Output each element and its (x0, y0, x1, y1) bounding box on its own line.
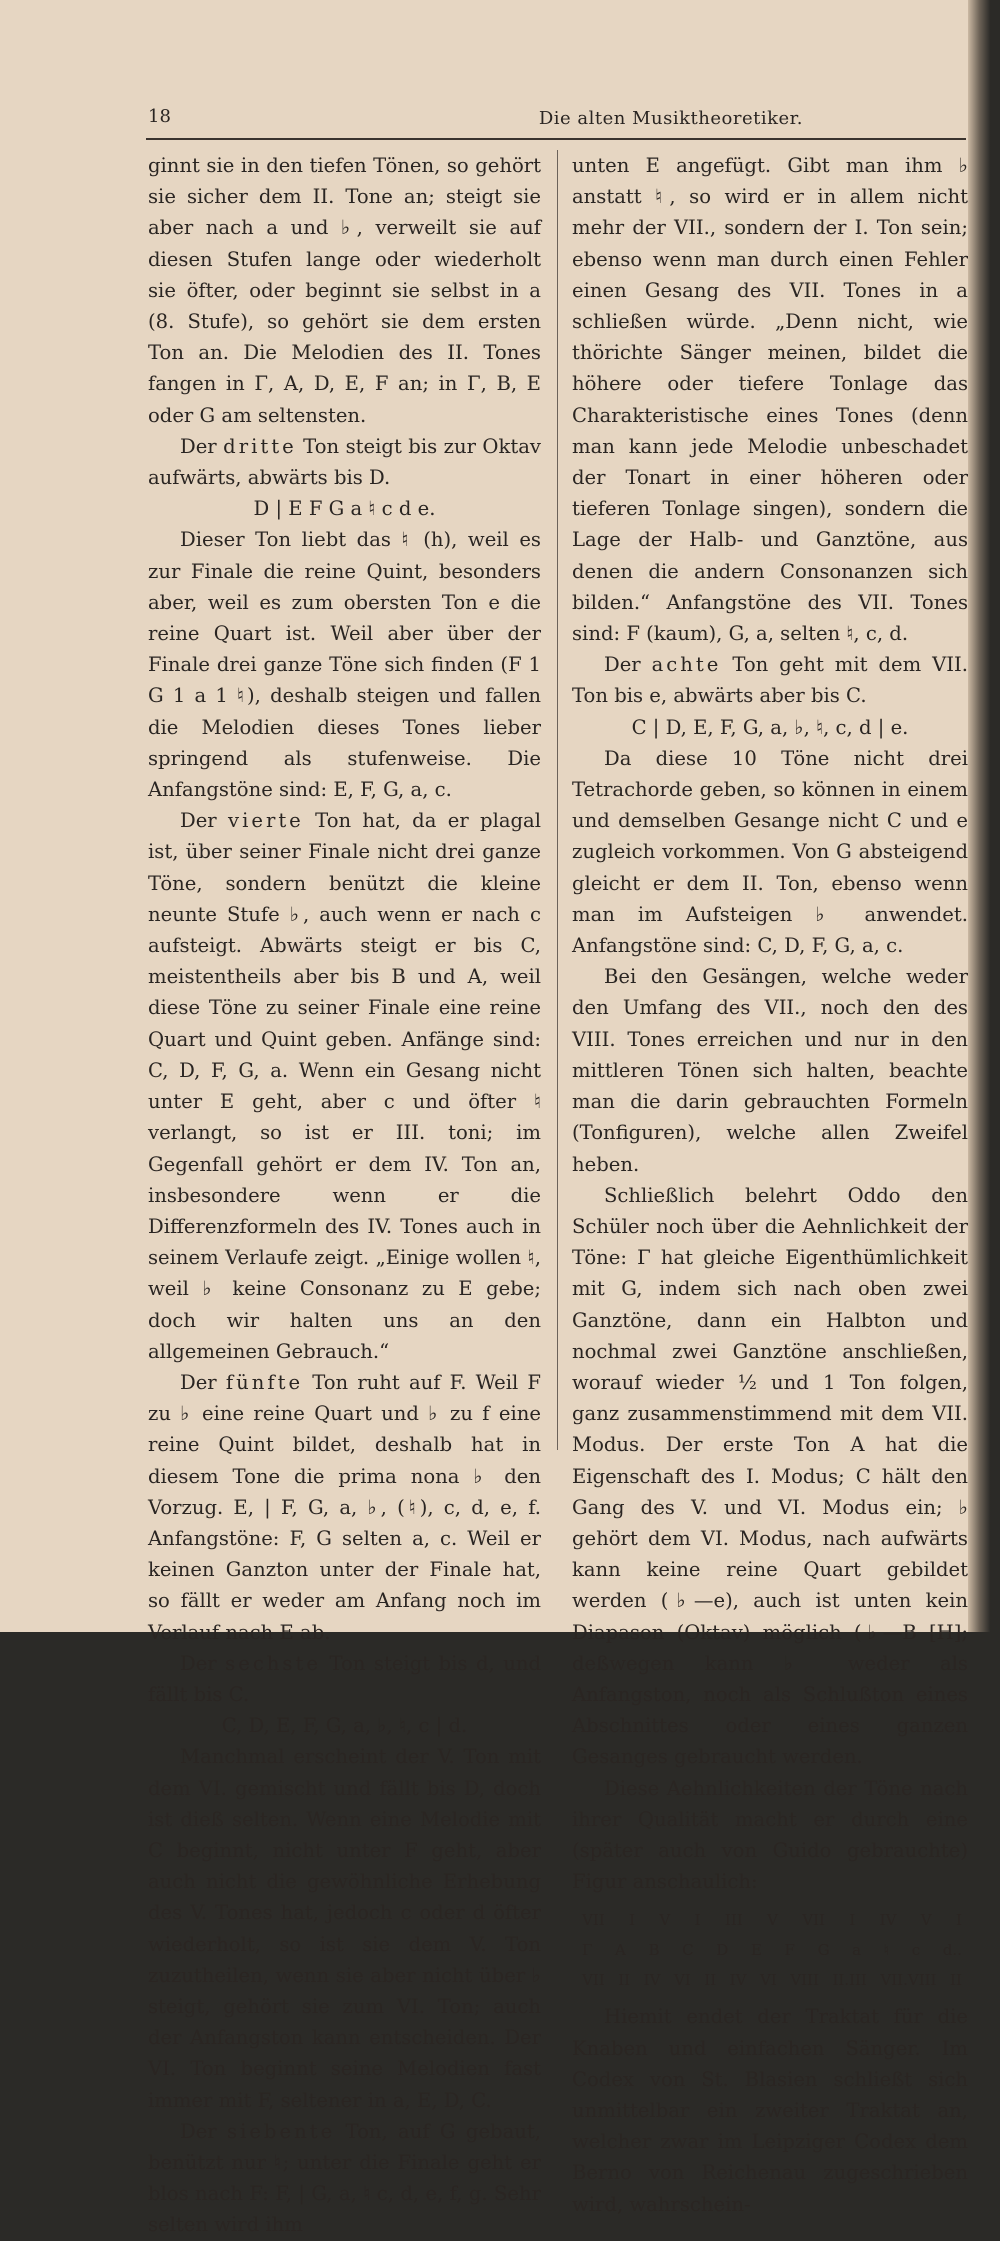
paragraph-seventh-tone: Der siebente Ton, auf G gebaut, benützt nur ♮; unter die Finale geht er blos nach F: F, | G, a, ♮ c, d, e, f, g. Sehr selten wird ihm (148, 2119, 541, 2237)
left-column (148, 150, 541, 2241)
header-rule (146, 138, 966, 140)
paragraph: Da diese 10 Töne nicht drei Tetrachorde geben, so können in einem und demselben Gesange nicht C und e zugleich vorkommen. Von G absteigend gleicht er dem II. Ton, ebenso wenn man im Aufsteigen ♭ anwendet. Anfangstöne sind: C, D, F, G, a, c. (572, 746, 968, 958)
page-number: 18 (148, 106, 171, 127)
paragraph: Diese Aehnlichkeiten der Töne nach ihrer Qualität macht er durch eine (später auch von Guido gebrauchte) Figur anschaulich: (572, 1776, 968, 1894)
figure-row-modes-lower: VII II IV VI II IV VI VIII II.III VII.VIII II (582, 1971, 962, 1990)
figure-row-notes: Γ A B C D E F G a ♮ c d.. (582, 1941, 962, 1960)
column-divider (557, 150, 558, 1450)
page-header (148, 106, 953, 136)
paragraph: ginnt sie in den tiefen Tönen, so gehört sie sicher dem II. Tone an; steigt sie aber nach a und ♭, verweilt sie auf diesen Stufen lange oder wiederholt sie öfter, oder beginnt sie selbst in a (8. Stufe), so gehört sie dem ersten Ton an. Die Melodien des II. Tones fangen in Γ, A, D, E, F an; in Γ, B, E oder G am seltensten. (148, 154, 541, 427)
paragraph-eighth-tone: Der achte Ton geht mit dem VII. Ton bis e, abwärts aber bis C. (572, 653, 968, 708)
paragraph: Hiemit endet der Traktat für die Knaben und einfachen Sänger. Im Codex von St. Blasien schließt sich unmittelbar ein zweiter Traktat an, welcher zwar im Leipziger Codex dem Berno von Reichenau zugeschrieben wird, wahrschein- (572, 2005, 968, 2216)
tone-similarity-figure (572, 1905, 968, 1995)
paragraph-sixth-tone: Der sechste Ton steigt bis d, und fällt bis C. (148, 1651, 541, 1706)
right-column (572, 150, 968, 2220)
emphasis: vierte (228, 809, 304, 833)
scale-line: C, D, E, F, G, a, ♭, ♮, c | d. (221, 1714, 468, 1738)
emphasis: siebente (227, 2119, 336, 2143)
emphasis: achte (651, 653, 722, 677)
paragraph-third-tone: Der dritte Ton steigt bis zur Oktav aufwärts, abwärts bis D. (148, 434, 541, 490)
book-binding-edge (968, 0, 1000, 1632)
scale-line: C | D, E, F, G, a, ♭, ♮, c, d | e. (631, 715, 909, 739)
emphasis: dritte (223, 434, 297, 458)
emphasis: fünfte (225, 1370, 304, 1394)
figure-row-modes-upper: VII I V I III V VII I IV V I (582, 1911, 962, 1930)
paragraph: unten E angefügt. Gibt man ihm ♭ anstatt ♮, so wird er in allem nicht mehr der VII., sondern der I. Ton sein; ebenso wenn man durch einen Fehler einen Gesang des VII. Tones in a schließen würde. „Denn nicht, wie thörichte Sänger meinen, bildet die höhere oder tiefere Tonlage das Charakteristische eines Tones (denn man kann jede Melodie unbeschadet der Tonart in einer höheren oder tieferen Tonlage singen), sondern die Lage der Halb- und Ganztöne, aus denen die andern Consonanzen sich bilden.“ Anfangstöne des VII. Tones sind: F (kaum), G, a, selten ♮, c, d. (572, 154, 968, 646)
running-title: Die alten Musiktheoretiker. (538, 108, 803, 129)
emphasis: sechste (225, 1651, 321, 1675)
paragraph-fifth-tone: Der fünfte Ton ruht auf F. Weil F zu ♭ eine reine Quart und ♭ zu f eine reine Quint bildet, deshalb hat in diesem Tone die prima nona ♭ den Vorzug. E, | F, G, a, ♭, (♮), c, d, e, f. Anfangstöne: F, G selten a, c. Weil er keinen Ganzton unter der Finale hat, so fällt er weder am Anfang noch im Verlauf nach E ab. (148, 1370, 541, 1644)
paragraph: Dieser Ton liebt das ♮ (h), weil es zur Finale die reine Quint, besonders aber, weil es zum obersten Ton e die reine Quart ist. Weil aber über der Finale drei ganze Töne sich finden (F 1 G 1 a 1 ♮), deshalb steigen und fallen die Melodien dieses Tones lieber springend als stufenweise. Die Anfangstöne sind: E, F, G, a, c. (148, 528, 541, 802)
scale-line: D | E F G a ♮ c d e. (253, 497, 436, 521)
paragraph: Schließlich belehrt Oddo den Schüler noch über die Aehnlichkeit der Töne: Γ hat gleiche Eigenthümlichkeit mit G, indem sich nach oben zwei Ganztöne, dann ein Halbton und nochmal zwei Ganztöne anschließen, worauf wieder ½ und 1 Ton folgen, ganz zusammenstimmend mit dem VII. Modus. Der erste Ton A hat die Eigenschaft des I. Modus; C hält den Gang des V. und VI. Modus ein; ♭ gehört dem VI. Modus, nach aufwärts kann keine reine Quart gebildet werden (♭—e), auch ist unten kein Diapason (Oktav) möglich (♭—B [H]; deßwegen kann ♭ weder als Anfangston, noch als Schlußton eines Abschnittes oder eines ganzen Gesanges gebraucht werden. (572, 1183, 968, 1769)
paragraph: Bei den Gesängen, welche weder den Umfang des VII., noch den des VIII. Tones erreichen und nur in den mittleren Tönen sich halten, beachte man die darin gebrauchten Formeln (Tonfiguren), welche allen Zweifel heben. (572, 965, 968, 1176)
paragraph-fourth-tone: Der vierte Ton hat, da er plagal ist, über seiner Finale nicht drei ganze Töne, sondern benützt die kleine neunte Stufe ♭, auch wenn er nach c aufsteigt. Abwärts steigt er bis C, meistentheils aber bis B und A, weil diese Töne zu seiner Finale eine reine Quart und Quint geben. Anfänge sind: C, D, F, G, a. Wenn ein Gesang nicht unter E geht, aber c und öfter ♮ verlangt, so ist er III. toni; im Gegenfall gehört er dem IV. Ton an, insbesondere wenn er die Differenzformeln des IV. Tones auch in seinem Verlaufe zeigt. „Einige wollen ♮, weil ♭ keine Consonanz zu E gebe; doch wir halten uns an den allgemeinen Gebrauch.“ (148, 809, 542, 1363)
paragraph: Manchmal erscheint der V. Ton mit dem VI. gemischt und fällt bis D, doch ist dieß selten. Wenn eine Melodie mit C beginnt, nicht unter F geht, aber auch nicht die gewöhnliche Erhebung des V. Tones hat, jedoch c oder d öfter wiederholt, so ist sie dem V. Ton zuzutheilen, wenn sie aber nicht über ♭ steigt, gehört sie zum VI. Ton; auch der Anfangston kann entscheiden. Der VI. Ton beginnt seine Melodien fast immer mit F, seltener in a, E, D, C. (148, 1745, 541, 2112)
